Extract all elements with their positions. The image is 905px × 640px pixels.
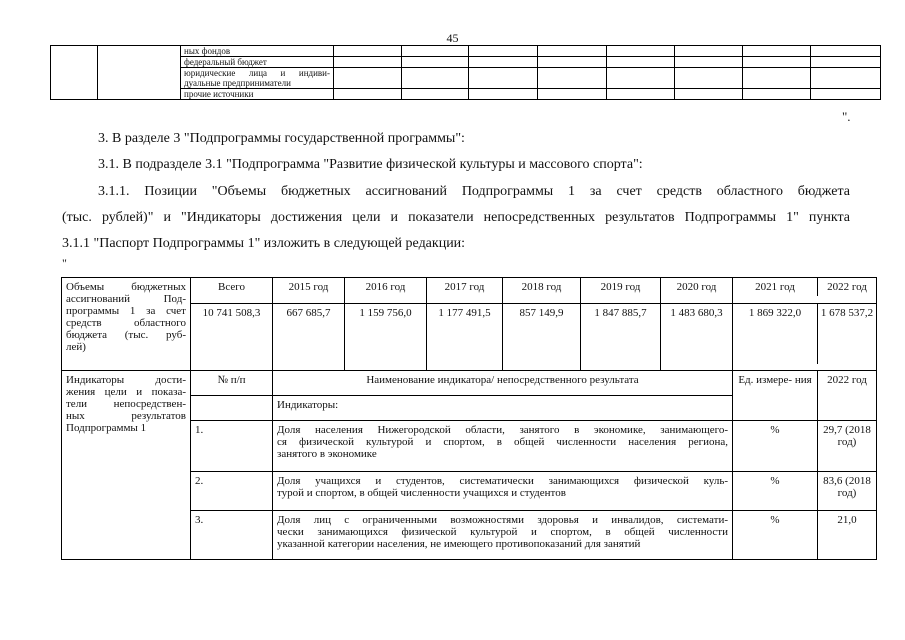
fragment-value-cell <box>469 89 538 100</box>
indicator-1-value: 29,7 (2018 год) <box>818 421 877 472</box>
header-2016: 2016 год <box>345 278 427 304</box>
value-2019: 1 847 885,7 <box>581 304 661 371</box>
indicator-3-name-line-2: чески занимающихся физической культурой и спортом, в общей численности <box>277 526 728 538</box>
closing-quote: ". <box>842 109 851 124</box>
fragment-col-1 <box>51 46 98 100</box>
fragment-value-cell <box>334 57 402 68</box>
indicator-2-value: 83,6 (2018 год) <box>818 472 877 511</box>
value-2016: 1 159 756,0 <box>345 304 427 371</box>
fragment-value-cell <box>675 46 743 57</box>
indicator-2-number: 2. <box>191 472 273 511</box>
fragment-value-cell <box>675 68 743 89</box>
fragment-value-cell <box>607 46 675 57</box>
fragment-label-cell <box>181 46 334 57</box>
fragment-value-cell <box>743 46 811 57</box>
fragment-value-cell <box>402 57 469 68</box>
indicators-header-row <box>62 371 877 396</box>
indicator-1-name-line-3: занятого в экономике <box>277 448 377 460</box>
indicators-label-line-5: Подпрограммы 1 <box>66 422 147 434</box>
fragment-label: прочие источники <box>184 89 254 99</box>
subheader-number-cell <box>191 396 273 421</box>
value-2022: 1 678 537,2 <box>820 307 874 319</box>
header-2018: 2018 год <box>503 278 581 304</box>
fragment-label-cell <box>181 57 334 68</box>
header-total: Всего <box>191 278 273 304</box>
fragment-value-cell <box>538 89 607 100</box>
indicator-3-number: 3. <box>191 511 273 560</box>
indicator-3-value: 21,0 <box>818 511 877 560</box>
col-unit-header: Ед. измере- ния <box>733 371 818 421</box>
fragment-value-cell <box>811 46 881 57</box>
indicator-2-name-line-2: турой и спортом, в общей численности учащихся и студентов <box>277 487 566 499</box>
page-number: 45 <box>446 31 459 45</box>
value-2018: 857 149,9 <box>503 304 581 371</box>
fragment-value-cell <box>743 57 811 68</box>
fragment-label-cell <box>181 89 334 100</box>
fragment-label: дуальные предприниматели <box>184 78 291 88</box>
subheader-label: Индикаторы: <box>273 396 733 421</box>
indicator-3-unit: % <box>733 511 818 560</box>
header-2019: 2019 год <box>581 278 661 304</box>
fragment-value-cell <box>675 89 743 100</box>
indicator-1-name-line-2: ся физической культурой и спортом, в общей численности населения региона, <box>277 436 728 448</box>
fragment-value-cell <box>402 46 469 57</box>
fragment-value-cell <box>607 57 675 68</box>
fragment-value-cell <box>607 68 675 89</box>
indicator-1-number: 1. <box>191 421 273 472</box>
indicator-2-unit: % <box>733 472 818 511</box>
value-2017: 1 177 491,5 <box>427 304 503 371</box>
fragment-value-cell <box>402 68 469 89</box>
indicator-3-name-line-3: указанной категории населения, не имеющего противопоказаний для занятий <box>277 538 641 550</box>
value-2020: 1 483 680,3 <box>661 304 733 371</box>
col-name-header: Наименование индикатора/ непосредственного результата <box>273 371 733 396</box>
header-2017: 2017 год <box>427 278 503 304</box>
fragment-label-cell <box>181 68 334 89</box>
paragraph-3-1-1-line-2: (тыс. рублей)" и "Индикаторы достижения цели и показатели непосредственных результатов Подпрограммы 1" пункта <box>62 210 850 225</box>
header-2022: 2022 год <box>827 281 867 293</box>
fragment-label: федеральный бюджет <box>184 57 267 67</box>
header-2015: 2015 год <box>273 278 345 304</box>
fragment-value-cell <box>334 68 402 89</box>
indicator-3-name <box>273 511 733 560</box>
budget-label-line-4: средств областного <box>66 317 186 329</box>
indicator-3-name-line-1: Доля лиц с ограниченными возможностями здоровья и инвалидов, системати- <box>277 514 728 526</box>
budget-label-line-2: ассигнований Под- <box>66 293 186 305</box>
header-2021: 2021 год <box>733 278 818 296</box>
fragment-value-cell <box>538 46 607 57</box>
fragment-value-cell <box>607 89 675 100</box>
fragment-value-cell <box>469 46 538 57</box>
indicators-label-line-4: ных результатов <box>66 410 186 422</box>
indicators-label-line-1: Индикаторы дости- <box>66 374 186 386</box>
fragment-value-cell <box>538 57 607 68</box>
value-2021-2022-cell <box>733 304 877 371</box>
budget-header-row <box>62 278 877 304</box>
indicator-2-name-line-1: Доля учащихся и студентов, систематически занимающихся физической куль- <box>277 475 728 487</box>
fragment-value-cell <box>402 89 469 100</box>
fragment-value-cell <box>743 89 811 100</box>
fragment-value-cell <box>811 89 881 100</box>
paragraph-3-1-1-line-1: 3.1.1. Позиции "Объемы бюджетных ассигнований Подпрограммы 1 за счет средств областного бюджета <box>98 184 850 199</box>
fragment-value-cell <box>469 68 538 89</box>
fragment-col-2 <box>98 46 181 100</box>
fragment-label: юридические лица и индиви- <box>184 68 330 78</box>
fragment-row <box>51 46 881 57</box>
indicators-label-line-3: тели непосредствен- <box>66 398 186 410</box>
indicator-2-name <box>273 472 733 511</box>
value-total: 10 741 508,3 <box>191 304 273 371</box>
fragment-value-cell <box>811 57 881 68</box>
indicator-1-name-line-1: Доля населения Нижегородской области, занятого в экономике, занимающего- <box>277 424 728 436</box>
passport-table <box>61 277 877 560</box>
fragment-value-cell <box>811 68 881 89</box>
fragment-value-cell <box>538 68 607 89</box>
header-2020: 2020 год <box>661 278 733 304</box>
budget-label-line-6: лей) <box>66 341 86 353</box>
fragment-value-cell <box>334 89 402 100</box>
indicators-label-cell <box>62 371 191 560</box>
col-number-header: № п/п <box>191 371 273 396</box>
fragment-value-cell <box>469 57 538 68</box>
paragraph-3-1-1-line-3: 3.1.1 "Паспорт Подпрограммы 1" изложить в следующей редакции: <box>62 236 466 251</box>
header-2021-2022-cell <box>733 278 877 304</box>
budget-label-cell <box>62 278 191 371</box>
source-table-fragment <box>50 45 881 100</box>
fragment-value-cell <box>743 68 811 89</box>
indicator-1-unit: % <box>733 421 818 472</box>
fragment-value-cell <box>675 57 743 68</box>
paragraph-section-3: 3. В разделе 3 "Подпрограммы государственной программы": <box>98 131 465 146</box>
value-2021: 1 869 322,0 <box>733 304 818 364</box>
value-2015: 667 685,7 <box>273 304 345 371</box>
col-year-header: 2022 год <box>818 371 877 421</box>
opening-quote: " <box>62 256 67 270</box>
indicators-label-line-2: жения цели и показа- <box>66 386 186 398</box>
indicator-1-name <box>273 421 733 472</box>
fragment-label: ных фондов <box>184 46 231 56</box>
fragment-value-cell <box>334 46 402 57</box>
budget-label-line-5: бюджета (тыс. руб- <box>66 329 186 341</box>
budget-label-line-1: Объемы бюджетных <box>66 281 186 293</box>
budget-label-line-3: программы 1 за счет <box>66 305 186 317</box>
paragraph-subsection-3-1: 3.1. В подразделе 3.1 "Подпрограмма "Развитие физической культуры и массового спорта": <box>98 157 643 172</box>
